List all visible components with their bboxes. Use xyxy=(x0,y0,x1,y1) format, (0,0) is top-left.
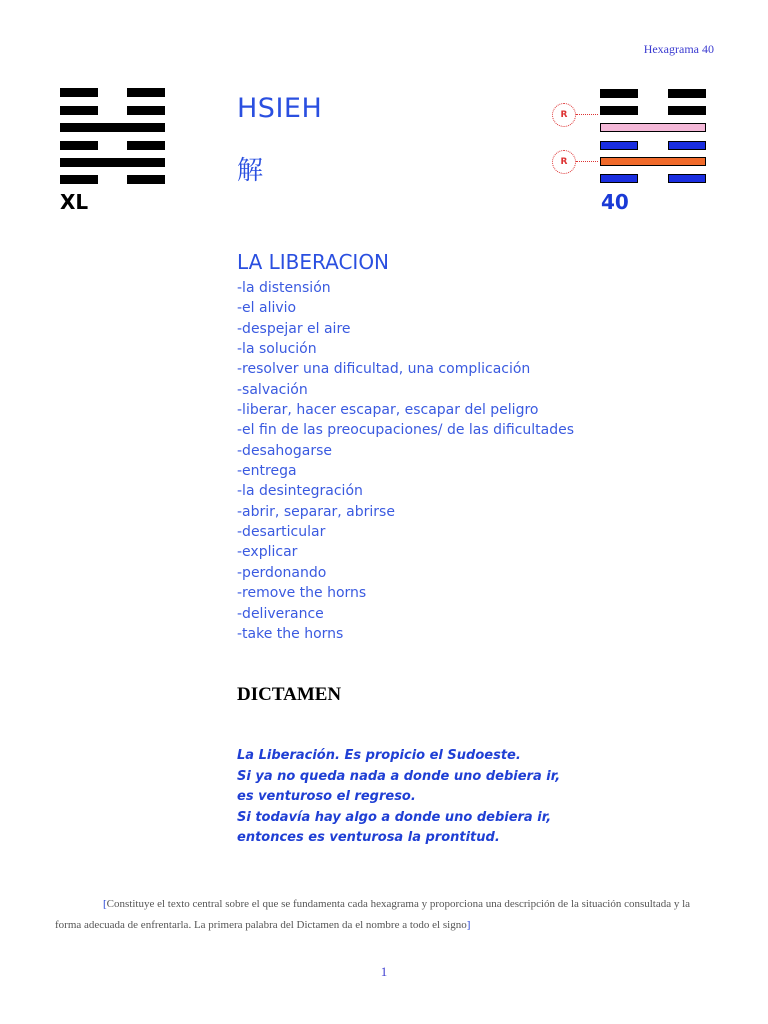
list-item: -la distensión xyxy=(237,280,331,296)
verse-line: entonces es venturosa la prontitud. xyxy=(237,830,500,845)
verse-line: Si ya no queda nada a donde uno debiera ir, xyxy=(237,768,561,784)
list-item: -liberar, hacer escapar, escapar del peligro xyxy=(237,402,539,419)
dictamen-heading: DICTAMEN xyxy=(237,684,342,705)
list-item: -deliverance xyxy=(237,605,324,622)
list-item: -la solución xyxy=(237,341,317,358)
list-item: -explicar xyxy=(237,544,298,561)
r-badge-bottom: R xyxy=(552,150,576,174)
meanings-list xyxy=(237,278,574,644)
list-item: -desarticular xyxy=(237,524,326,541)
r-connector-top xyxy=(576,114,598,115)
list-item: -el alivio xyxy=(237,300,297,317)
note-close-bracket: ] xyxy=(466,919,471,931)
list-item: -salvación xyxy=(237,381,308,398)
page-title: HSIEH xyxy=(237,93,323,124)
dictamen-note xyxy=(55,894,715,936)
list-item: -desahogarse xyxy=(237,442,332,459)
verse-line: es venturoso el regreso. xyxy=(237,789,416,804)
hexagram-code-label: XL xyxy=(60,190,89,214)
list-item: -despejar el aire xyxy=(237,320,351,337)
note-open-bracket: [ xyxy=(103,898,107,910)
verse-line: Si todavía hay algo a donde uno debiera ir, xyxy=(237,809,552,825)
note-text: Constituye el texto central sobre el que se fundamenta cada hexagrama y proporciona una descripción de la situación consultada y la forma adecuada de enfrentarla. La primera palabra del Dictamen da el nombre a todo el signo xyxy=(55,898,691,931)
list-item: -remove the horns xyxy=(237,585,367,602)
list-item: -el fin de las preocupaciones/ de las dificultades xyxy=(237,422,575,439)
list-item: -entrega xyxy=(237,463,297,480)
list-item: -perdonando xyxy=(237,564,327,581)
r-connector-bottom xyxy=(576,161,598,162)
list-item: -la desintegración xyxy=(237,483,363,500)
chinese-character: 解 xyxy=(237,156,264,186)
page-number: 1 xyxy=(380,964,388,979)
list-item: -take the horns xyxy=(237,625,344,642)
hexagram-number: 40 xyxy=(601,190,629,214)
verse-line: La Liberación. Es propicio el Sudoeste. xyxy=(237,748,521,763)
header-hexagram-ref: Hexagrama 40 xyxy=(643,42,714,56)
r-badge-top: R xyxy=(552,103,576,127)
list-item: -resolver una dificultad, una complicación xyxy=(237,361,531,378)
list-item: -abrir, separar, abrirse xyxy=(237,503,395,520)
dictamen-verse xyxy=(237,746,560,849)
section-subtitle: LA LIBERACION xyxy=(237,250,390,274)
